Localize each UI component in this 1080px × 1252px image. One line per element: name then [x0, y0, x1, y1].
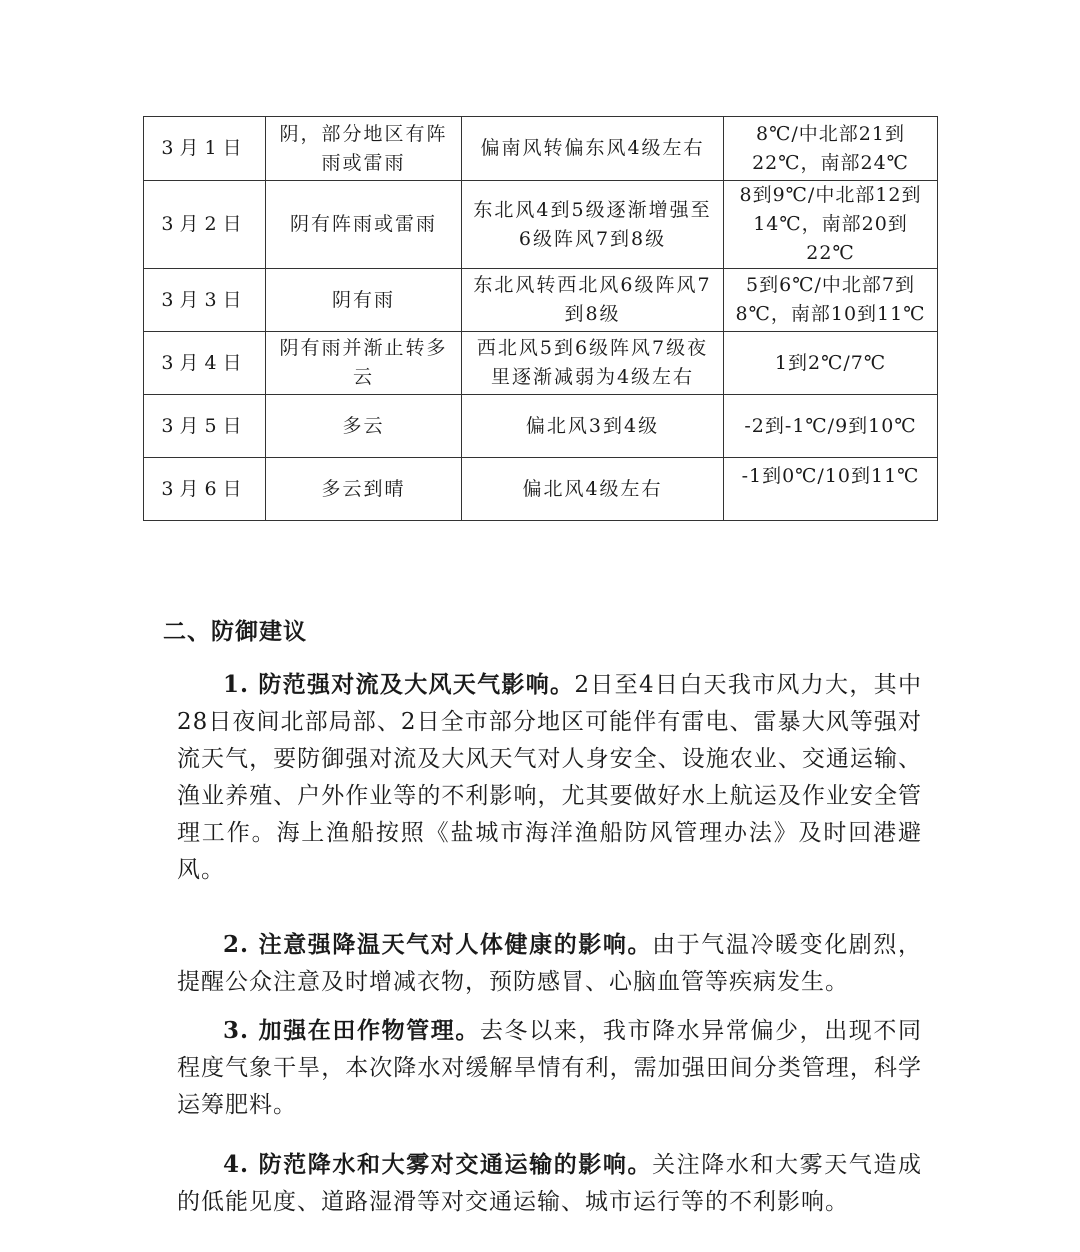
- table-row: [144, 117, 938, 181]
- wind-cell: 偏北风4级左右: [462, 458, 724, 521]
- date-cell: 3月6日: [144, 458, 266, 521]
- advice-paragraph: [177, 666, 922, 889]
- weather-cell: 多云到晴: [266, 458, 462, 521]
- wind-cell: 东北风转西北风6级阵风7到8级: [462, 269, 724, 332]
- weather-cell: 多云: [266, 395, 462, 458]
- table-row: [144, 269, 938, 332]
- date-cell: 3月3日: [144, 269, 266, 332]
- advice-body: 去冬以来，我市降水异常偏少，出现不同程度气象干旱，本次降水对缓解旱情有利，需加强田间分类管理，科学运筹肥料。: [177, 1018, 922, 1118]
- table-row: [144, 332, 938, 395]
- temperature-cell: 8到9℃/中北部12到14℃，南部20到22℃: [724, 181, 938, 269]
- weather-cell: 阴有雨: [266, 269, 462, 332]
- advice-body: 关注降水和大雾天气造成的低能见度、道路湿滑等对交通运输、城市运行等的不利影响。: [177, 1152, 922, 1215]
- table-row: [144, 181, 938, 269]
- advice-lead: 3. 加强在田作物管理。: [223, 1017, 480, 1044]
- date-cell: 3月4日: [144, 332, 266, 395]
- wind-cell: 偏北风3到4级: [462, 395, 724, 458]
- advice-paragraph: [177, 926, 922, 1001]
- date-cell: 3月5日: [144, 395, 266, 458]
- section-heading: 二、防御建议: [163, 618, 307, 645]
- wind-cell: 西北风5到6级阵风7级夜里逐渐减弱为4级左右: [462, 332, 724, 395]
- wind-cell: 东北风4到5级逐渐增强至6级阵风7到8级: [462, 181, 724, 269]
- date-cell: 3月1日: [144, 117, 266, 181]
- temperature-cell: 5到6℃/中北部7到8℃，南部10到11℃: [724, 269, 938, 332]
- advice-body: 2日至4日白天我市风力大，其中28日夜间北部局部、2日全市部分地区可能伴有雷电、雷暴大风等强对流天气，要防御强对流及大风天气对人身安全、设施农业、交通运输、渔业养殖、户外作业等的不利影响，尤其要做好水上航运及作业安全管理工作。海上渔船按照《盐城市海洋渔船防风管理办法》及时回港避风。: [177, 672, 922, 883]
- wind-cell: 偏南风转偏东风4级左右: [462, 117, 724, 181]
- weather-cell: 阴有阵雨或雷雨: [266, 181, 462, 269]
- weather-cell: 阴有雨并渐止转多云: [266, 332, 462, 395]
- advice-lead: 1. 防范强对流及大风天气影响。: [223, 671, 575, 698]
- temperature-cell: 1到2℃/7℃: [724, 332, 938, 395]
- advice-lead: 2. 注意强降温天气对人体健康的影响。: [223, 931, 653, 958]
- temperature-cell: 8℃/中北部21到22℃，南部24℃: [724, 117, 938, 181]
- date-cell: 3月2日: [144, 181, 266, 269]
- advice-paragraph: [177, 1146, 922, 1221]
- advice-body: 由于气温冷暖变化剧烈，提醒公众注意及时增减衣物，预防感冒、心脑血管等疾病发生。: [177, 932, 922, 995]
- table-row: [144, 395, 938, 458]
- temperature-cell: -2到-1℃/9到10℃: [724, 395, 938, 458]
- table-row: [144, 458, 938, 521]
- advice-paragraph: [177, 1012, 922, 1124]
- temperature-cell: -1到0℃/10到11℃: [724, 458, 938, 521]
- weather-cell: 阴，部分地区有阵雨或雷雨: [266, 117, 462, 181]
- forecast-table: [143, 116, 938, 521]
- advice-lead: 4. 防范降水和大雾对交通运输的影响。: [223, 1151, 653, 1178]
